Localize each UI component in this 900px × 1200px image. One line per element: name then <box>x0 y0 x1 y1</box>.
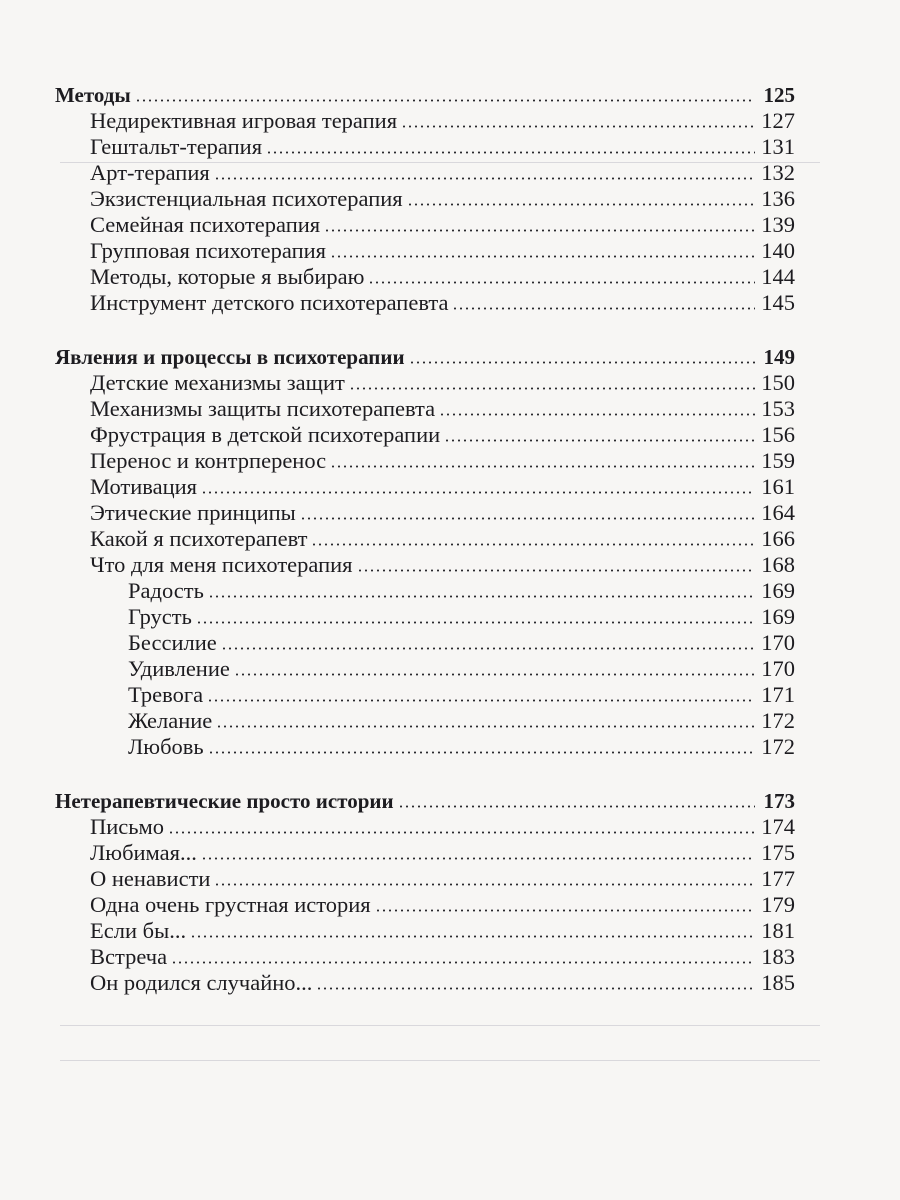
toc-entry-title: Фрустрация в детской психотерапии <box>90 422 441 447</box>
dot-leader <box>357 569 755 572</box>
dot-leader <box>311 543 755 546</box>
toc-entry <box>55 944 795 970</box>
dot-leader <box>196 621 755 624</box>
toc-entry-title: Удивление <box>128 656 230 681</box>
toc-page-number: 171 <box>761 682 795 707</box>
dot-leader <box>214 883 755 886</box>
toc-page-number: 153 <box>761 396 795 421</box>
toc-entry-title: Гештальт-терапия <box>90 134 263 159</box>
toc-page-number: 164 <box>761 500 795 525</box>
toc-page-number: 172 <box>761 708 795 733</box>
toc-entry <box>55 212 795 238</box>
toc-entry-title: Мотивация <box>90 474 198 499</box>
dot-leader <box>316 987 755 990</box>
toc-entry-title: Перенос и контрперенос <box>90 448 327 473</box>
toc-page-number: 179 <box>761 892 795 917</box>
toc-entry <box>55 160 795 186</box>
toc-page-number: 144 <box>761 264 795 289</box>
toc-page-number: 127 <box>761 108 795 133</box>
toc-page-number: 177 <box>761 866 795 891</box>
toc-page-number: 161 <box>761 474 795 499</box>
toc-entry <box>55 134 795 160</box>
toc-section-heading <box>55 788 795 814</box>
dot-leader <box>168 831 755 834</box>
toc-entry <box>55 682 795 708</box>
toc-entry <box>55 448 795 474</box>
toc-entry-title: Механизмы защиты психотерапевта <box>90 396 436 421</box>
toc-entry-title: Письмо <box>90 814 165 839</box>
dot-leader <box>368 281 755 284</box>
toc-entry <box>55 290 795 316</box>
dot-leader <box>221 647 755 650</box>
dot-leader <box>407 203 755 206</box>
toc-entry-title: Любовь <box>128 734 204 759</box>
toc-entry <box>55 892 795 918</box>
dot-leader <box>439 413 755 416</box>
toc-entry <box>55 422 795 448</box>
toc-entry-title: Грусть <box>128 604 192 629</box>
toc-entry <box>55 108 795 134</box>
toc-entry-title: Бессилие <box>128 630 217 655</box>
dot-leader <box>330 255 755 258</box>
dot-leader <box>300 517 755 520</box>
dot-leader <box>135 99 755 102</box>
toc-section-heading <box>55 344 795 370</box>
dot-leader <box>444 439 755 442</box>
toc-page-number: 183 <box>761 944 795 969</box>
toc-entry <box>55 630 795 656</box>
dot-leader <box>201 857 755 860</box>
toc-page-number: 156 <box>761 422 795 447</box>
dot-leader <box>208 751 755 754</box>
toc-entry <box>55 970 795 996</box>
toc-entry-title: Детские механизмы защит <box>90 370 345 395</box>
toc-page-number: 168 <box>761 552 795 577</box>
dot-leader <box>324 229 755 232</box>
toc-entry <box>55 708 795 734</box>
toc-section <box>55 788 795 996</box>
toc-entry-title: О ненависти <box>90 866 211 891</box>
bleed-through <box>60 1060 820 1061</box>
toc-page-number: 159 <box>761 448 795 473</box>
toc-entry-title: Любимая... <box>90 840 197 865</box>
dot-leader <box>190 935 755 938</box>
toc-entry-title: Методы <box>55 83 131 107</box>
toc-entry <box>55 186 795 212</box>
bleed-through <box>60 1025 820 1026</box>
dot-leader <box>234 673 755 676</box>
dot-leader <box>401 125 755 128</box>
toc-entry <box>55 578 795 604</box>
toc-page-number: 169 <box>761 578 795 603</box>
toc-entry-title: Инструмент детского психотерапевта <box>90 290 449 315</box>
toc-section <box>55 82 795 316</box>
dot-leader <box>330 465 755 468</box>
toc-entry <box>55 264 795 290</box>
toc-page-number: 170 <box>761 656 795 681</box>
toc-page-number: 125 <box>763 83 795 107</box>
toc-entry-title: Если бы... <box>90 918 187 943</box>
toc-page-number: 132 <box>761 160 795 185</box>
toc-entry-title: Радость <box>128 578 204 603</box>
dot-leader <box>349 387 755 390</box>
toc-entry <box>55 370 795 396</box>
dot-leader <box>375 909 755 912</box>
toc-entry-title: Он родился случайно... <box>90 970 313 995</box>
toc-entry <box>55 500 795 526</box>
dot-leader <box>398 805 755 808</box>
toc-entry <box>55 656 795 682</box>
toc-entry-title: Экзистенциальная психотерапия <box>90 186 403 211</box>
toc-entry-title: Явления и процессы в психотерапии <box>55 345 405 369</box>
toc-entry-title: Арт-терапия <box>90 160 210 185</box>
toc-page-number: 170 <box>761 630 795 655</box>
toc-entry-title: Какой я психотерапевт <box>90 526 308 551</box>
toc-page-number: 131 <box>761 134 795 159</box>
toc-entry <box>55 814 795 840</box>
toc-entry-title: Групповая психотерапия <box>90 238 327 263</box>
toc-entry <box>55 552 795 578</box>
toc-entry-title: Что для меня психотерапия <box>90 552 353 577</box>
toc-entry <box>55 604 795 630</box>
table-of-contents <box>55 82 795 1024</box>
toc-entry-title: Семейная психотерапия <box>90 212 321 237</box>
toc-page-number: 169 <box>761 604 795 629</box>
toc-entry <box>55 734 795 760</box>
dot-leader <box>207 699 755 702</box>
toc-page-number: 172 <box>761 734 795 759</box>
toc-entry-title: Желание <box>128 708 213 733</box>
toc-entry <box>55 918 795 944</box>
toc-page-number: 145 <box>761 290 795 315</box>
dot-leader <box>266 151 755 154</box>
toc-entry-title: Недирективная игровая терапия <box>90 108 398 133</box>
toc-page-number: 166 <box>761 526 795 551</box>
dot-leader <box>216 725 755 728</box>
toc-page-number: 149 <box>763 345 795 369</box>
toc-page-number: 175 <box>761 840 795 865</box>
toc-entry-title: Нетерапевтические просто истории <box>55 789 394 813</box>
toc-entry <box>55 474 795 500</box>
toc-page-number: 181 <box>761 918 795 943</box>
toc-entry-title: Тревога <box>128 682 204 707</box>
dot-leader <box>452 307 755 310</box>
toc-entry <box>55 840 795 866</box>
toc-entry-title: Методы, которые я выбираю <box>90 264 365 289</box>
toc-page-number: 139 <box>761 212 795 237</box>
toc-entry-title: Этические принципы <box>90 500 296 525</box>
dot-leader <box>208 595 755 598</box>
toc-entry-title: Одна очень грустная история <box>90 892 371 917</box>
toc-entry <box>55 526 795 552</box>
toc-page-number: 185 <box>761 970 795 995</box>
toc-entry <box>55 866 795 892</box>
toc-page-number: 174 <box>761 814 795 839</box>
toc-section <box>55 344 795 760</box>
toc-entry <box>55 238 795 264</box>
dot-leader <box>201 491 755 494</box>
toc-page-number: 140 <box>761 238 795 263</box>
toc-entry-title: Встреча <box>90 944 168 969</box>
dot-leader <box>214 177 755 180</box>
toc-page-number: 150 <box>761 370 795 395</box>
toc-entry <box>55 396 795 422</box>
toc-page-number: 173 <box>763 789 795 813</box>
toc-page-number: 136 <box>761 186 795 211</box>
toc-section-heading <box>55 82 795 108</box>
dot-leader <box>171 961 755 964</box>
dot-leader <box>409 361 755 364</box>
